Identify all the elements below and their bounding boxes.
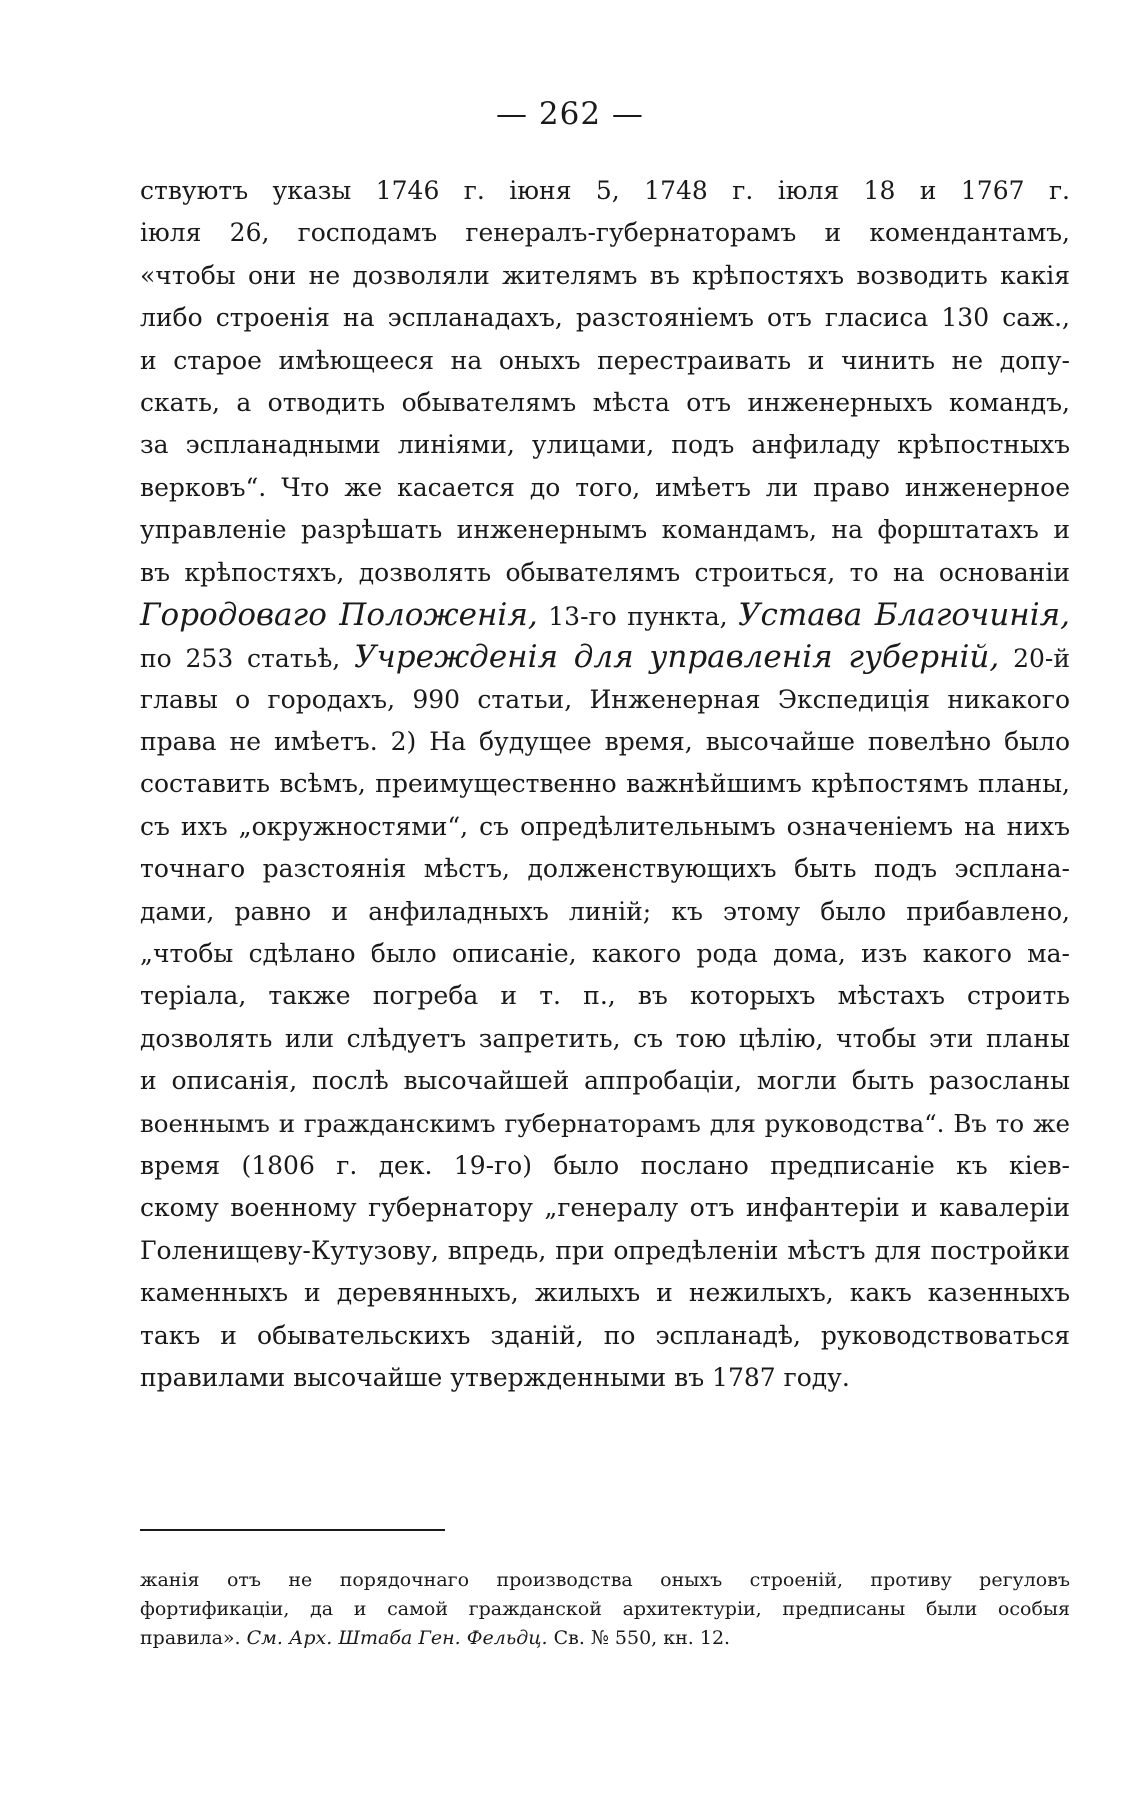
text-line: правилами высочайше утвержденными въ 1787 году.: [140, 1362, 850, 1392]
text-line: управленіе разрѣшать инженернымъ командамъ, на форштатахъ и: [140, 515, 1070, 545]
text-line-with-italics: [140, 636, 1070, 678]
footnote-line: фортификаціи, да и самой гражданской архитектуріи, предписаны были особыя: [140, 1598, 1070, 1620]
page-number: — 262 —: [496, 96, 644, 132]
text-line: ствуютъ указы 1746 г. іюня 5, 1748 г. іюля 18 и 1767 г.: [140, 176, 1070, 205]
text-line: теріала, также погреба и т. п., въ которыхъ мѣстахъ строить: [140, 981, 1070, 1011]
text-run: Св. № 550, кн. 12.: [547, 1627, 731, 1649]
footnote-line: жанія отъ не порядочнаго производства оныхъ строеній, противу регуловъ: [140, 1569, 1070, 1591]
text-line: точнаго разстоянія мѣстъ, долженствующихъ быть подъ эспланa-: [140, 854, 1070, 884]
text-run: 13-го пункта,: [537, 601, 739, 631]
text-line: главы о городахъ, 990 статьи, Инженерная Экспедиція никакого: [140, 684, 1070, 714]
text-line: дами, равно и анфиладныхъ линій; къ этому было прибавлено,: [140, 896, 1070, 926]
italic-title: Учрежденія для управленія губерній,: [354, 639, 1000, 676]
text-run: по 253 статьѣ,: [140, 644, 355, 674]
text-line: въ крѣпостяхъ, дозволять обывателямъ строиться, то на основаніи: [140, 557, 1070, 587]
italic-title: Устава Благочинія,: [738, 596, 1070, 633]
main-text: [140, 170, 1070, 1399]
archive-citation: См. Арх. Штаба Ген. Фельдц.: [246, 1627, 548, 1649]
text-line: составить всѣмъ, преимущественно важнѣйшимъ крѣпостямъ планы,: [140, 769, 1070, 799]
text-line: дозволять или слѣдуетъ запретить, съ тою цѣлію, чтобы эти планы: [140, 1023, 1070, 1053]
text-line: верковъ“. Что же касается до того, имѣетъ ли право инженерное: [140, 472, 1070, 502]
text-line: іюля 26, господамъ генералъ-губернаторамъ и комендантамъ,: [140, 218, 1070, 248]
text-line-with-italics: [140, 594, 1070, 636]
text-run: правила».: [140, 1627, 247, 1649]
text-line: скать, а отводить обывателямъ мѣста отъ инженерныхъ командъ,: [140, 387, 1070, 417]
text-line: и описанія, послѣ высочайшей аппробаціи, могли быть разосланы: [140, 1066, 1070, 1096]
text-line: либо строенія на эспланадахъ, разстояніемъ отъ гласиса 130 саж.,: [140, 303, 1070, 333]
text-line: «чтобы они не дозволяли жителямъ въ крѣпостяхъ возводить какія: [140, 260, 1070, 290]
footnote-line-with-citation: [140, 1624, 1070, 1653]
text-line: права не имѣетъ. 2) На будущее время, высочайше повелѣно было: [140, 727, 1070, 757]
footnote-block: [140, 1566, 1070, 1653]
text-run: 20-й: [999, 644, 1070, 674]
text-line: Голенищеву-Кутузову, впредь, при опредѣленіи мѣстъ для постройки: [140, 1235, 1070, 1265]
text-line: и старое имѣющееся на оныхъ перестраивать и чинить не допу-: [140, 345, 1070, 375]
footnote-divider: [140, 1529, 445, 1531]
italic-title: Городоваго Положенія,: [140, 596, 538, 633]
text-line: военнымъ и гражданскимъ губернаторамъ для руководства“. Въ то же: [140, 1108, 1070, 1138]
text-line: „чтобы сдѣлано было описаніе, какого рода дома, изъ какого ма-: [140, 939, 1070, 969]
text-line: за эспланадными линіями, улицами, подъ анфиладу крѣпостныхъ: [140, 430, 1070, 460]
text-line: время (1806 г. дек. 19-го) было послано предписаніе къ кіев-: [140, 1150, 1070, 1180]
text-line: скому военному губернатору „генералу отъ инфантеріи и кавалеріи: [140, 1193, 1070, 1223]
text-line: такъ и обывательскихъ зданій, по эспланадѣ, руководствоваться: [140, 1320, 1070, 1350]
text-line: съ ихъ „окружностями“, съ опредѣлительнымъ означеніемъ на нихъ: [140, 811, 1070, 841]
text-line: каменныхъ и деревянныхъ, жилыхъ и нежилыхъ, какъ казенныхъ: [140, 1278, 1070, 1308]
